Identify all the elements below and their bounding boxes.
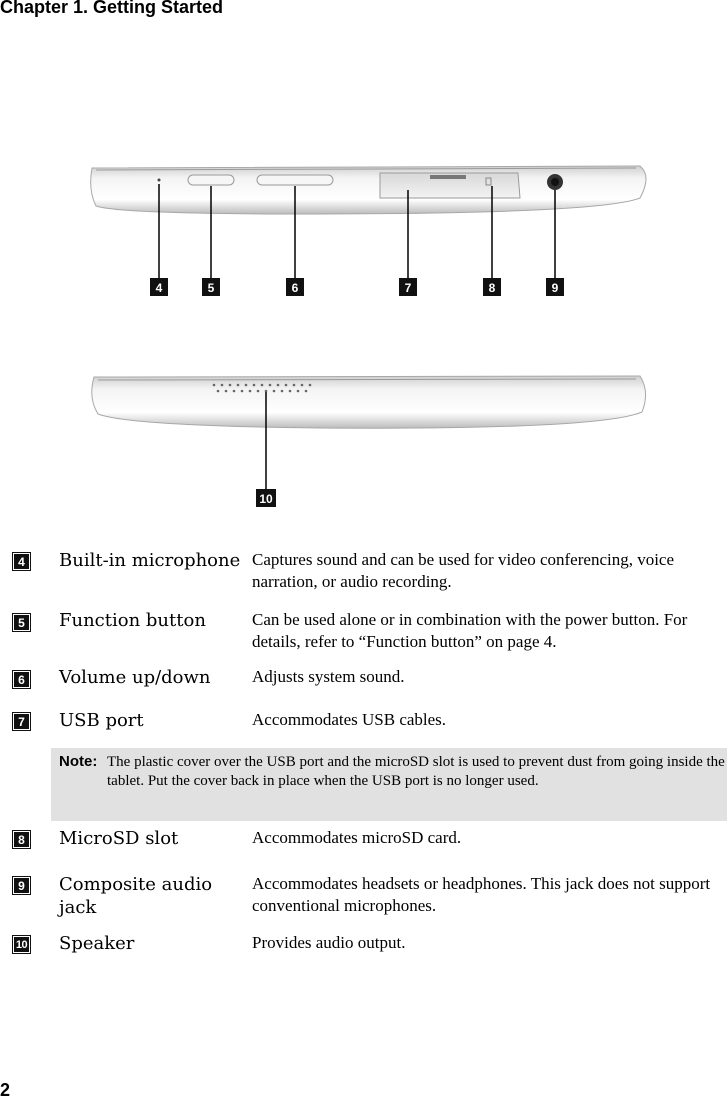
callout-6 [286, 278, 304, 296]
item-number-badge: 6 [12, 670, 31, 689]
note-label: Note: [59, 753, 98, 770]
chapter-title: Chapter 1. Getting Started [0, 0, 224, 17]
item-description: Accommodates microSD card. [252, 828, 462, 847]
volume-button-shape [257, 175, 333, 185]
item-number-badge: 8 [12, 830, 31, 849]
item-number-badge: 4 [12, 552, 31, 571]
callout-5 [202, 278, 220, 296]
item-number-badge: 10 [12, 935, 31, 954]
item-term: Function button [59, 610, 206, 631]
svg-text:4: 4 [155, 281, 163, 295]
svg-text:5: 5 [207, 281, 215, 295]
tablet-top-edge [91, 166, 646, 214]
item-term: MicroSD slot [59, 828, 179, 849]
callout-7 [399, 278, 417, 296]
item-term: Composite audio jack [59, 874, 213, 918]
item-term: Built-in microphone [59, 550, 241, 571]
svg-text:10: 10 [259, 492, 273, 506]
item-description: Adjusts system sound. [252, 667, 405, 686]
page-number: 2 [0, 1080, 11, 1100]
item-term: USB port [59, 710, 144, 731]
svg-text:9: 9 [551, 281, 559, 295]
svg-text:7: 7 [404, 281, 412, 295]
svg-text:6: 6 [291, 281, 299, 295]
callout-10 [256, 489, 276, 507]
microphone-hole [158, 179, 161, 182]
item-term: Volume up/down [59, 667, 211, 688]
svg-text:8: 8 [488, 281, 496, 295]
note-text: The plastic cover over the USB port and the microSD slot is used to prevent dust from going inside the tablet. Put the cover back in place when the USB port is no longer used. [107, 754, 725, 789]
callout-8 [483, 278, 501, 296]
item-description: Accommodates USB cables. [252, 710, 447, 729]
item-description: Provides audio output. [252, 933, 406, 952]
usb-cover-note [51, 748, 727, 821]
callout-9 [546, 278, 564, 296]
item-number-badge: 5 [12, 613, 31, 632]
item-description: Can be used alone or in combination with the power button. For details, refer to “Function button” on page 4. [252, 610, 688, 651]
item-description: Captures sound and can be used for video conferencing, voice narration, or audio recording. [252, 550, 675, 591]
callout-4 [150, 278, 168, 296]
item-term: Speaker [59, 933, 135, 954]
function-button-shape [188, 175, 234, 185]
item-number-badge: 7 [12, 712, 31, 731]
item-description: Accommodates headsets or headphones. This jack does not support conventional microphones. [252, 874, 711, 915]
tablet-side-views-figure [0, 0, 727, 520]
item-number-badge: 9 [12, 876, 31, 895]
tablet-bottom-edge [92, 376, 646, 428]
